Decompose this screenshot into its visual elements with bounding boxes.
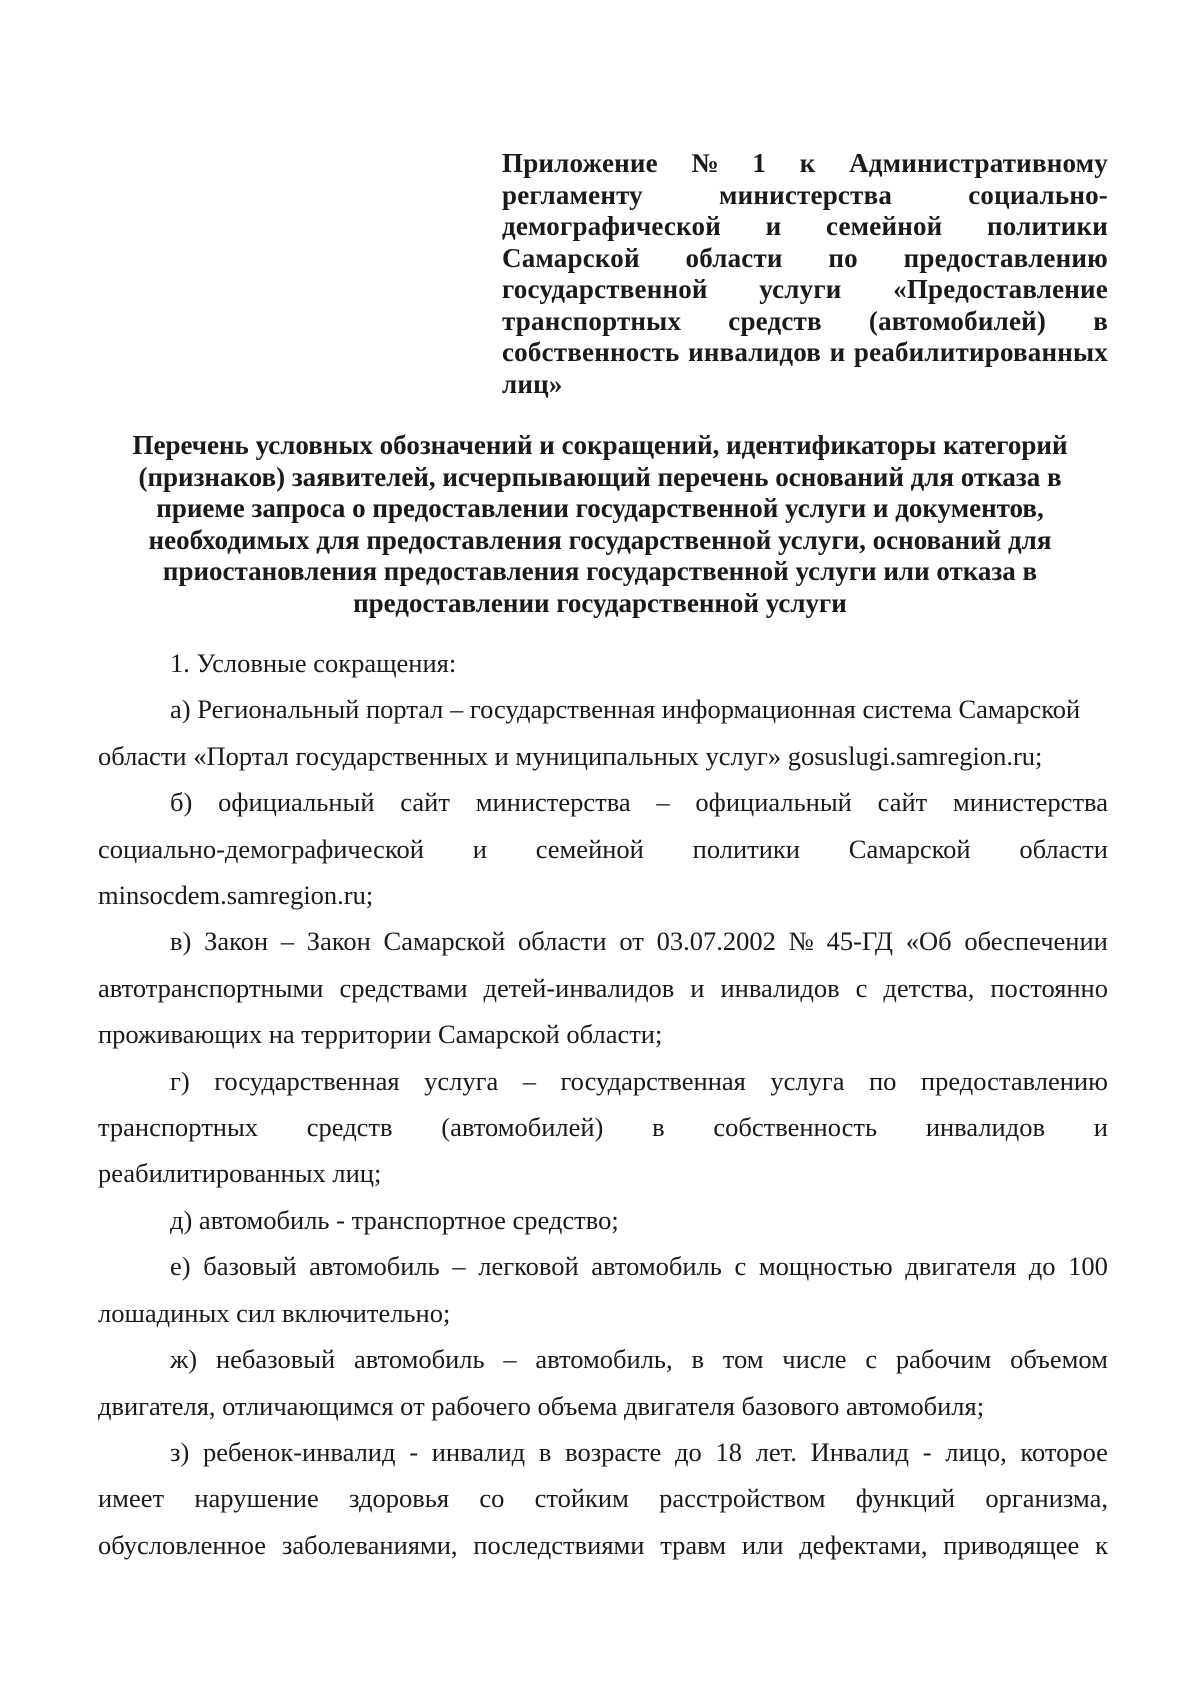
paragraph-word: в [652,1112,665,1143]
appendix-word: и [829,337,846,367]
paragraph-word: том [722,1344,764,1375]
paragraph-word: постоянно [990,972,1108,1003]
paragraph-word: с [855,972,868,1003]
paragraph-word: автомобиль [309,1251,440,1282]
paragraph-word: последствиями [473,1529,645,1560]
paragraph-word: и [1093,1112,1108,1143]
appendix-word: политики [987,211,1108,241]
paragraph-word: дефектами, [799,1529,928,1560]
paragraph-word: обусловленное [98,1529,267,1560]
appendix-word: области [685,242,783,273]
paragraph-word: до [1028,1251,1056,1282]
appendix-word: регламенту [502,179,643,210]
appendix-word: предоставлению [903,242,1108,273]
paragraph-word: Самарской [848,833,971,864]
paragraph-word: по [868,1065,897,1096]
paragraph-line [98,1429,1108,1475]
paragraph-word: от [619,926,644,957]
paragraph-word: – [503,1344,517,1375]
paragraph-word: (автомобилей) [441,1112,604,1143]
paragraph-last-line: реабилитированных лиц; [98,1158,382,1189]
appendix-word: семейной [825,211,943,241]
paragraph-word: к [1095,1529,1108,1560]
paragraph-word: семейной [535,833,644,864]
paragraph-last-line: двигателя, отличающимся от рабочего объема двигателя базового автомобиля; [98,1390,985,1421]
paragraph-word: объемом [1010,1344,1108,1375]
paragraph-word: лет. [755,1436,797,1467]
appendix-line [502,211,1108,243]
paragraph-word: заболеваниями, [281,1529,458,1560]
paragraph-word: ребенок-инвалид [203,1436,396,1467]
paragraph-word: официальный [218,787,375,818]
paragraph-b [98,779,1108,918]
paragraph-line [98,1475,1108,1521]
paragraph-word: № [788,926,814,957]
paragraph-word: сайт [400,787,450,818]
paragraph-word: инвалидов [925,1112,1045,1143]
paragraph-word: в [538,1436,552,1467]
paragraph-word: небазовый [215,1344,336,1375]
title-line: приостановления предоставления государственной услуги или отказа в [162,556,1038,586]
paragraph-word: приводящее [943,1529,1080,1560]
paragraph-word: автотранспортными [98,972,324,1003]
paragraph-word: услуга [770,1065,845,1096]
appendix-word: средств [728,305,822,336]
paragraph-word: с [865,1344,878,1375]
paragraph-word: услуга [424,1065,499,1096]
paragraph-word: инвалид [431,1436,526,1467]
paragraph-word: государственная [214,1065,400,1096]
paragraph-line [98,826,1108,872]
paragraph-word: возрасте [565,1436,662,1467]
appendix-word: Административному [849,148,1108,178]
appendix-word: социально- [968,179,1108,210]
appendix-word: «Предоставление [893,274,1108,304]
appendix-word: Приложение [502,148,658,178]
appendix-word: государственной [502,274,708,304]
paragraph-line [98,1522,1108,1568]
paragraph-word: травм [660,1529,727,1560]
paragraph-word: – [656,787,670,818]
paragraph-word: з) [170,1436,190,1467]
paragraph-d [98,1197,1108,1243]
paragraph-word: б) [170,787,193,818]
paragraph-word: министерства [953,787,1108,818]
paragraph-word: в) [170,926,192,957]
paragraph-word: мощностью [758,1251,893,1282]
paragraph-v [98,918,1108,1057]
paragraph-word: государственная [560,1065,746,1096]
paragraph-word: – [280,926,295,957]
paragraph-last-line: minsocdem.samregion.ru; [98,880,374,911]
paragraph-word: и [690,972,705,1003]
paragraph-word: транспортных [98,1112,259,1143]
appendix-word: инвалидов [688,337,822,367]
paragraph-word: политики [692,833,800,864]
paragraph-word: автомобиль, [535,1344,673,1375]
paragraph-word: Закон [204,926,269,957]
paragraph-word: легковой [478,1251,579,1282]
paragraph-word: собственность [713,1112,878,1143]
paragraph-word: или [741,1529,784,1560]
paragraph-word: сайт [877,787,928,818]
paragraph-word: расстройством [659,1483,826,1514]
paragraph-word: официальный [695,787,852,818]
paragraph-word: – [452,1251,466,1282]
paragraph-word: в [691,1344,704,1375]
paragraph-word: 100 [1068,1251,1108,1282]
paragraph-word: инвалидов [720,972,840,1003]
paragraph-word: со [479,1483,505,1514]
paragraph-e [98,1243,1108,1336]
paragraph-word: - [409,1436,419,1467]
section-heading: 1. Условные сокращения: [170,648,457,678]
paragraph-word: области [1019,833,1108,864]
paragraph-word: базовый [203,1251,297,1282]
paragraph-line [98,1336,1108,1382]
appendix-word: собственность [502,337,680,367]
paragraph-word: Закон [306,926,371,957]
appendix-word: демографической [502,211,721,241]
paragraph-word: стойким [534,1483,629,1514]
paragraph-word: министерства [475,787,631,818]
paragraph-word: двигателя [905,1251,1017,1282]
appendix-word: Самарской [502,242,640,273]
paragraph-word: «Об [905,926,952,957]
paragraph-line [98,1243,1108,1289]
paragraph-word: 18 [715,1436,742,1467]
appendix-word: в [1093,305,1108,336]
paragraph-word: - [922,1436,932,1467]
paragraph-word: предоставлению [920,1065,1108,1096]
appendix-line [502,274,1108,306]
appendix-word: по [828,242,858,273]
appendix-line [502,337,1108,369]
paragraph-last-line: проживающих на территории Самарской области; [98,1019,663,1050]
paragraph-word: Самарской [383,926,506,957]
appendix-word: к [799,148,816,178]
paragraph-last-line: лошадиных сил включительно; [98,1297,451,1328]
title-line: Перечень условных обозначений и сокращений, идентификаторы категорий [132,430,1068,460]
appendix-word: реабилитированных [853,337,1108,367]
paragraph-word: рабочим [895,1344,992,1375]
appendix-line [502,306,1108,338]
appendix-word: (автомобилей) [868,305,1047,336]
paragraph-a [98,686,1108,779]
paragraph-word: организма, [985,1483,1108,1514]
paragraph-word: автомобиль [353,1344,485,1375]
title-line: (признаков) заявителей, исчерпывающий перечень оснований для отказа в [138,461,1062,492]
appendix-word: 1 [752,148,767,178]
paragraph-last-line: области «Портал государственных и муниципальных услуг» gosuslugi.samregion.ru; [98,740,1043,771]
paragraph-word: 45-ГД [826,926,893,957]
paragraph-word: средств [306,1112,393,1143]
appendix-word: министерства [719,179,893,210]
paragraph-word: а) Региональный портал – государственная информационная система Самарской [170,694,1081,725]
paragraph-line [98,965,1108,1011]
appendix-word: услуги [759,274,842,304]
paragraph-word: области [518,926,607,957]
appendix-note [502,148,1108,400]
title-line: предоставлении государственной услуги [353,587,847,618]
title-line: приеме запроса о предоставлении государственной услуги и документов, [156,493,1044,523]
paragraph-word: с [734,1251,747,1282]
paragraph-word: здоровья [349,1483,450,1514]
paragraph-last-line: д) автомобиль - транспортное средство; [170,1204,619,1235]
paragraph-line [98,1104,1108,1150]
paragraph-word: социально-демографической [98,833,424,864]
paragraph-word: которое [1020,1436,1108,1467]
paragraph-word: ж) [170,1344,198,1375]
paragraph-word: автомобиль [591,1251,722,1282]
paragraph-word: и [472,833,487,864]
paragraph-line [98,686,1108,732]
paragraph-word: средствами [339,972,468,1003]
title-line: необходимых для предоставления государственной услуги, оснований для [148,524,1052,555]
paragraph-word: детей-инвалидов [483,972,675,1003]
paragraph-line [98,918,1108,964]
appendix-word: транспортных [502,305,682,336]
appendix-line-last: лиц» [502,368,563,399]
appendix-line [502,148,1108,180]
appendix-line [502,243,1108,275]
paragraph-word: функций [855,1483,956,1514]
paragraph-word: 03.07.2002 [656,926,776,957]
appendix-word: и [765,211,782,241]
paragraph-word: до [675,1436,702,1467]
paragraph-line [98,1058,1108,1104]
paragraph-g [98,1058,1108,1197]
appendix-word: № [691,148,719,178]
paragraph-z [98,1429,1108,1568]
document-body [98,640,1108,1568]
paragraph-word: Инвалид [810,1436,909,1467]
paragraph-word: е) [170,1251,191,1282]
paragraph-word: имеет [98,1483,165,1514]
paragraph-word: числе [782,1344,847,1375]
paragraph-word: нарушение [194,1483,319,1514]
paragraph-zh [98,1336,1108,1429]
paragraph-word: обеспечении [964,926,1108,957]
paragraph-word: г) [170,1065,190,1096]
appendix-line [502,180,1108,212]
paragraph-line [98,779,1108,825]
paragraph-word: – [522,1065,536,1096]
paragraph-word: лицо, [945,1436,1007,1467]
paragraph-word: детства, [883,972,975,1003]
document-title [60,430,1140,619]
